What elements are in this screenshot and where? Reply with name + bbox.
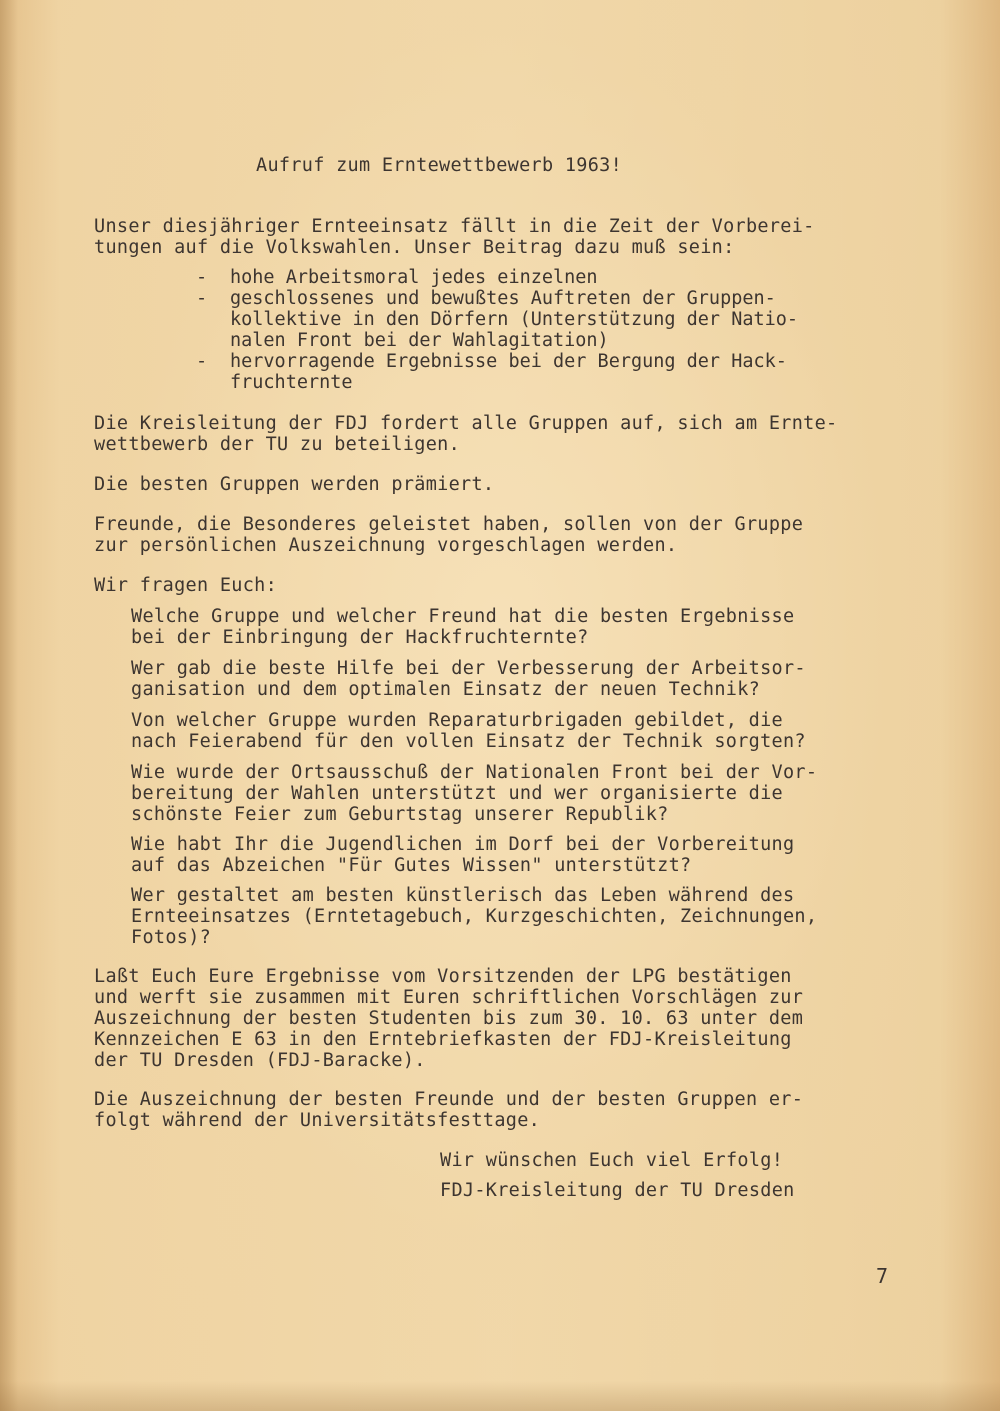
ergebnisse-line: Kennzeichen E 63 in den Erntebriefkasten der FDJ-Kreisleitung bbox=[94, 1029, 792, 1050]
page-number: 7 bbox=[876, 1264, 889, 1288]
intro-line-2: tungen auf die Volkswahlen. Unser Beitrag dazu muß sein: bbox=[94, 237, 735, 258]
auszeichnung-line: Die Auszeichnung der besten Freunde und der besten Gruppen er- bbox=[94, 1089, 804, 1110]
list-item-dash: - bbox=[196, 351, 208, 372]
praemiert-paragraph: Die besten Gruppen werden prämiert. bbox=[94, 474, 495, 495]
paper-edge-shadow-left bbox=[0, 0, 18, 1411]
question-line: auf das Abzeichen "Für Gutes Wissen" unterstützt? bbox=[131, 855, 692, 876]
list-item-text: hervorragende Ergebnisse bei der Bergung der Hack- bbox=[230, 351, 787, 372]
question-line: Welche Gruppe und welcher Freund hat die besten Ergebnisse bbox=[131, 606, 795, 627]
question-line: Wer gab die beste Hilfe bei der Verbesserung der Arbeitsor- bbox=[131, 658, 806, 679]
ergebnisse-line: Laßt Euch Eure Ergebnisse vom Vorsitzenden der LPG bestätigen bbox=[94, 966, 792, 987]
question-line: Wer gestaltet am besten künstlerisch das Leben während des bbox=[131, 885, 795, 906]
question-line: Von welcher Gruppe wurden Reparaturbrigaden gebildet, die bbox=[131, 710, 783, 731]
list-item-dash: - bbox=[196, 288, 208, 309]
ergebnisse-line: der TU Dresden (FDJ-Baracke). bbox=[94, 1050, 426, 1071]
question-line: ganisation und dem optimalen Einsatz der neuen Technik? bbox=[131, 679, 761, 700]
question-line: schönste Feier zum Geburtstag unserer Republik? bbox=[131, 804, 669, 825]
list-item-text: geschlossenes und bewußtes Auftreten der Gruppen- bbox=[230, 288, 776, 309]
page-title: Aufruf zum Erntewettbewerb 1963! bbox=[256, 155, 623, 176]
questions-heading: Wir fragen Euch: bbox=[94, 575, 278, 596]
closing-wish: Wir wünschen Euch viel Erfolg! bbox=[440, 1150, 784, 1171]
question-line: Ernteeinsatzes (Erntetagebuch, Kurzgeschichten, Zeichnungen, bbox=[131, 906, 818, 927]
list-item-text: fruchternte bbox=[230, 372, 353, 393]
freunde-line-2: zur persönlichen Auszeichnung vorgeschlagen werden. bbox=[94, 535, 678, 556]
intro-line-1: Unser diesjähriger Ernteeinsatz fällt in die Zeit der Vorberei- bbox=[94, 216, 815, 237]
ergebnisse-line: Auszeichnung der besten Studenten bis zum 30. 10. 63 unter dem bbox=[94, 1008, 804, 1029]
question-line: nach Feierabend für den vollen Einsatz der Technik sorgten? bbox=[131, 731, 806, 752]
list-item-text: nalen Front bei der Wahlagitation) bbox=[230, 330, 609, 351]
question-line: Wie habt Ihr die Jugendlichen im Dorf bei der Vorbereitung bbox=[131, 834, 795, 855]
question-line: bei der Einbringung der Hackfruchternte? bbox=[131, 627, 589, 648]
ergebnisse-line: und werft sie zusammen mit Euren schriftlichen Vorschlägen zur bbox=[94, 987, 804, 1008]
list-item-dash: - bbox=[196, 267, 208, 288]
list-item-text: hohe Arbeitsmoral jedes einzelnen bbox=[230, 267, 598, 288]
closing-signature: FDJ-Kreisleitung der TU Dresden bbox=[440, 1180, 795, 1201]
auszeichnung-line: folgt während der Universitätsfesttage. bbox=[94, 1110, 541, 1131]
list-item-text: kollektive in den Dörfern (Unterstützung der Natio- bbox=[230, 309, 799, 330]
question-line: Wie wurde der Ortsausschuß der Nationalen Front bei der Vor- bbox=[131, 762, 818, 783]
freunde-line-1: Freunde, die Besonderes geleistet haben, sollen von der Gruppe bbox=[94, 514, 804, 535]
paper-edge-shadow-bottom bbox=[0, 1381, 1000, 1411]
question-line: Fotos)? bbox=[131, 927, 212, 948]
kreisleitung-line-1: Die Kreisleitung der FDJ fordert alle Gruppen auf, sich am Ernte- bbox=[94, 413, 838, 434]
kreisleitung-line-2: wettbewerb der TU zu beteiligen. bbox=[94, 434, 461, 455]
question-line: bereitung der Wahlen unterstützt und wer organisierte die bbox=[131, 783, 783, 804]
